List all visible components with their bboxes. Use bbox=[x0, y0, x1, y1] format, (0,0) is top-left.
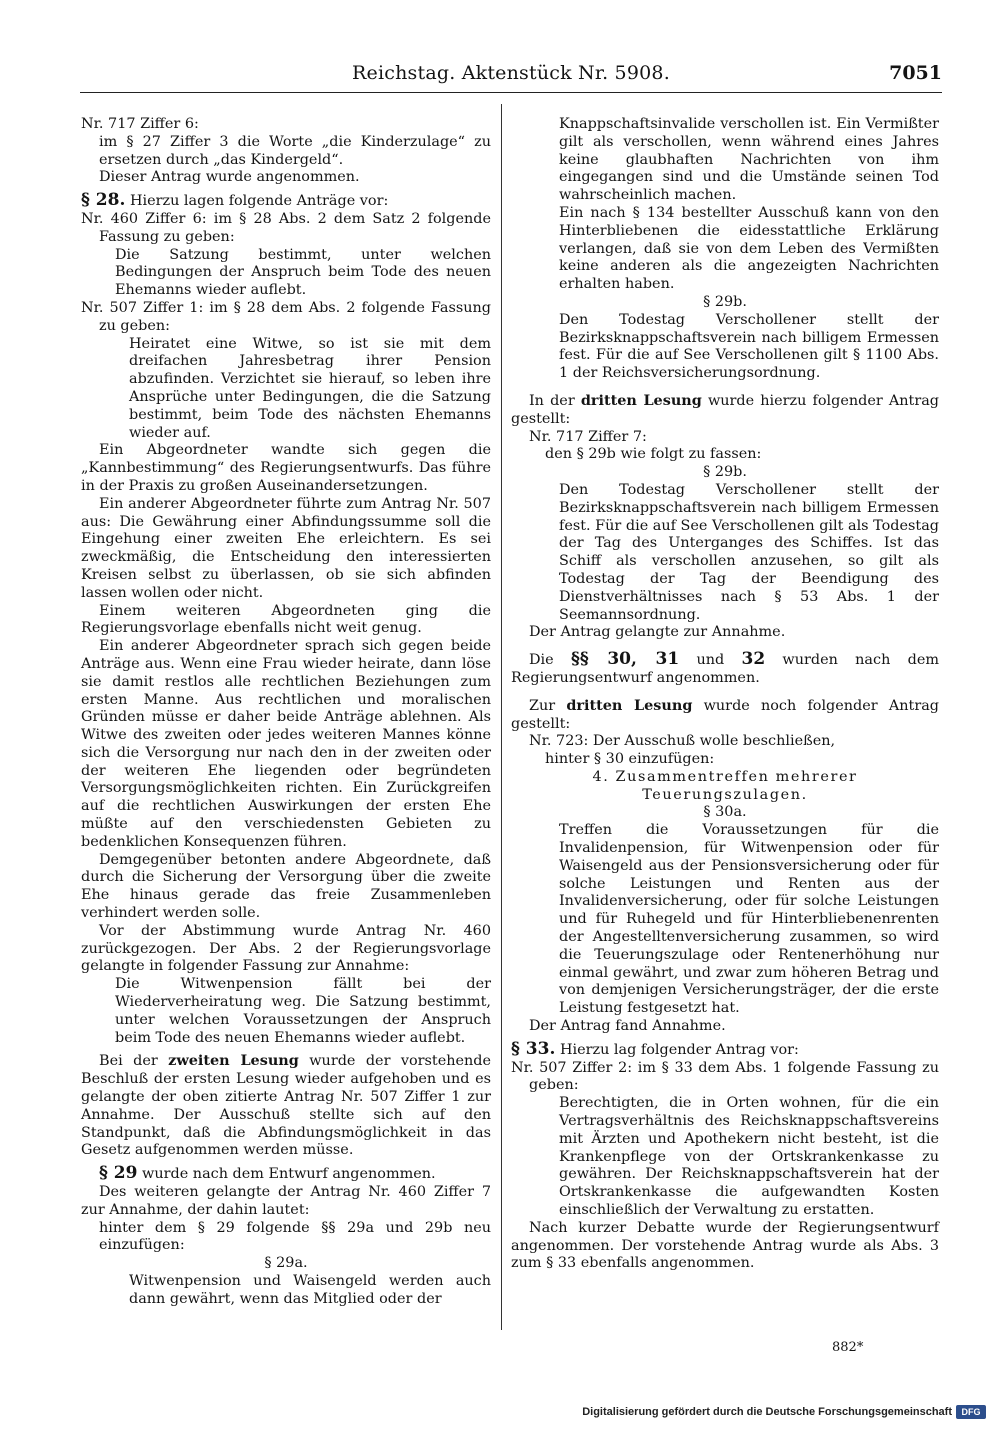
quoted-text: Heiratet eine Witwe, so ist sie mit dem dreifachen Jahresbetrag ihrer Pension abzufinden. Verzichtet sie hierauf, so leben ihre Ansprüche unter Bedingungen, die die Satzung bestimmt, beim Tode des nächsten Ehemanns wieder auf. bbox=[129, 335, 491, 441]
body-paragraph: Des weiteren gelangte der Antrag Nr. 460 Ziffer 7 zur Annahme, der dahin lautet: bbox=[81, 1184, 491, 1218]
body-paragraph: Demgegenüber betonten andere Abgeordnete, daß durch die Sicherung der Versorgung über die zweite Ehe hinaus gerade das freie Zusammenleben verhindert werden solle. bbox=[81, 851, 491, 922]
emphasis-reading: dritten Lesung bbox=[580, 391, 702, 409]
motion-result: Dieser Antrag wurde angenommen. bbox=[99, 169, 360, 186]
quoted-text: Den Todestag Verschollener stellt der Bezirksknappschaftsverein nach billigem Ermessen fest. Für die auf See Verschollenen gilt als Todestag der Tag des Unterganges des Schiffes. Ist das Schiff als verschollen anzusehen, so gilt als Todestag der Tag der Beendigung des Dienstverhältnisses nach § 53 Abs. 1 der Seemannsordnung. bbox=[559, 481, 939, 623]
motion-ref: Nr. 507 Ziffer 2: im § 33 dem Abs. 1 folgende Fassung zu geben: bbox=[511, 1059, 939, 1094]
subsection-heading: 4. Zusammentreffen mehrerer Teuerungszulagen. bbox=[592, 768, 858, 803]
paragraph-heading: § 29a. bbox=[264, 1255, 308, 1272]
emphasis-reading: dritten Lesung bbox=[566, 696, 693, 714]
motion-text: den § 29b wie folgt zu fassen: bbox=[545, 446, 762, 463]
section-number: § 33. bbox=[511, 1038, 556, 1059]
body-paragraph: Ein anderer Abgeordneter sprach sich gegen beide Anträge aus. Wenn eine Frau wieder heirate, dann löse sie damit restlos alle rechtlichen Beziehungen zum ersten Manne. Aus rechtlichen und moralischen Gründen müsse er daher beide Anträge ablehnen. Als Witwe des zweiten oder jedes weiteren Mannes könne sich die Versorgung nur nach den in der zweiten oder der weiteren Ehe liegenden oder begründeten Versorgungsmöglichkeiten richten. Ein Zurückgreifen auf die rechtlichen Auswirkungen der ersten Ehe müßte auf den verschiedensten Gebieten zu bedenklichen Konsequenzen führen. bbox=[81, 638, 491, 850]
paragraph-heading: § 29b. bbox=[703, 293, 747, 310]
section-number: § 28. bbox=[81, 190, 126, 211]
motion-ref: Nr. 717 Ziffer 7: bbox=[529, 428, 647, 445]
right-column bbox=[511, 116, 939, 1273]
quoted-text: Berechtigten, die in Orten wohnen, für die ein Vertragsverhältnis des Reichsknappschaftsvereins mit Ärzten und Apothekern nicht besteht, ist die Krankenpflege von der Ortskrankenkasse zu gewähren. Der Reichsknappschaftsverein hat der Ortskrankenkasse die aufgewandten Kosten einschließlich der Verwaltung zu erstatten. bbox=[559, 1095, 939, 1219]
text-run: wurde hierzu folgender Antrag gestellt: bbox=[511, 392, 939, 427]
section-paragraph bbox=[511, 1038, 939, 1060]
text-run: Zur bbox=[529, 697, 567, 714]
running-title: Reichstag. Aktenstück Nr. 5908. bbox=[352, 62, 670, 84]
body-paragraph bbox=[511, 651, 939, 688]
body-paragraph bbox=[511, 392, 939, 429]
body-paragraph: Ein Abgeordneter wandte sich gegen die „Kannbestimmung“ des Regierungsentwurfs. Das führe in der Praxis zu großen Auseinandersetzungen. bbox=[81, 442, 491, 494]
digitization-footer bbox=[582, 1404, 986, 1420]
dfg-logo-icon: DFG bbox=[956, 1405, 986, 1419]
section-number: § 29 bbox=[99, 1163, 138, 1184]
text-run: wurden nach dem Regierungsentwurf angenommen. bbox=[511, 652, 939, 686]
quoted-text: Die Witwenpension fällt bei der Wiederverheiratung weg. Die Satzung bestimmt, unter welchen Voraussetzungen der Anspruch beim Tode des neuen Ehemanns wieder auflebt. bbox=[115, 976, 491, 1046]
column-divider bbox=[501, 104, 502, 1330]
section-intro: Hierzu lag folgender Antrag vor: bbox=[555, 1041, 799, 1058]
motion-text: hinter § 30 einzufügen: bbox=[545, 751, 715, 768]
quoted-text: Knappschaftsinvalide verschollen ist. Ein Vermißter gilt als verschollen, wenn während eines Jahres keine glaubhaften Nachrichten von ihm eingegangen sind und die Umstände seinen Tod wahrscheinlich machen. bbox=[559, 116, 939, 204]
quoted-text: Witwenpension und Waisengeld werden auch dann gewährt, wenn das Mitglied oder der bbox=[129, 1273, 491, 1307]
page-number: 7051 bbox=[889, 62, 942, 84]
motion-ref: Nr. 507 Ziffer 1: im § 28 dem Abs. 2 folgende Fassung zu geben: bbox=[81, 299, 491, 334]
section-paragraph bbox=[81, 1165, 491, 1184]
text-run: wurde der vorstehende Beschluß der ersten Lesung wieder aufgehoben und es gelangte der oben zitierte Antrag Nr. 507 Ziffer 1 zur Annahme. Der Ausschuß stellte sich auf den Standpunkt, daß die Abfindungsmöglichkeit in das Gesetz aufgenommen werden müsse. bbox=[81, 1053, 491, 1159]
printer-signature: 882* bbox=[832, 1340, 864, 1355]
quoted-text: Treffen die Voraussetzungen für die Invalidenpension, für Witwenpension oder für Waisengeld aus der Pensionsversicherung oder für solche Leistungen und Renten aus der Invalidenversicherung, oder für solche Leistungen und für Ruhegeld und für Hinterbliebenenrenten der Angestelltenversicherung zusammen, so wird die Teuerungszulage oder Rentenerhöhung nur einmal gewährt, und zwar zum höheren Betrag und von demjenigen Versicherungsträger, der die erste Leistung festgesetzt hat. bbox=[559, 822, 939, 1017]
page-header bbox=[80, 62, 942, 90]
quoted-text: Die Satzung bestimmt, unter welchen Bedingungen der Anspruch beim Tode des neuen Ehemanns wieder auflebt. bbox=[115, 246, 491, 299]
paragraph-heading: § 30a. bbox=[703, 804, 747, 821]
text-run: In der bbox=[529, 392, 581, 409]
body-paragraph: Vor der Abstimmung wurde Antrag Nr. 460 zurückgezogen. Der Abs. 2 der Regierungsvorlage gelangte in folgender Fassung zur Annahme: bbox=[81, 922, 491, 975]
header-rule bbox=[80, 92, 942, 93]
footer-text: Digitalisierung gefördert durch die Deutsche Forschungsgemeinschaft bbox=[582, 1406, 952, 1418]
paragraph-heading: § 29b. bbox=[703, 464, 747, 481]
section-number: §§ 30, 31 bbox=[570, 649, 680, 670]
text-run: und bbox=[679, 652, 742, 669]
body-paragraph: Ein anderer Abgeordneter führte zum Antrag Nr. 507 aus: Die Gewährung einer Abfindungssumme soll die Eingehung einer zweiten Ehe erleichtern. Es sei zweckmäßig, die Entscheidung den interessierten Kreisen selbst zu überlassen, ob sie sich abfinden lassen wollen oder nicht. bbox=[81, 495, 491, 601]
section-number: 32 bbox=[741, 649, 766, 670]
quoted-text: Ein nach § 134 bestellter Ausschuß kann von den Hinterbliebenen die eidesstattliche Erklärung verlangen, daß sie von dem Leben des Vermißten keine anderen als die angezeigten Nachrichten erhalten haben. bbox=[559, 204, 939, 293]
body-paragraph bbox=[511, 697, 939, 734]
text-run: Bei der bbox=[99, 1053, 169, 1070]
section-intro: wurde nach dem Entwurf angenommen. bbox=[137, 1166, 436, 1183]
motion-text: hinter dem § 29 folgende §§ 29a und 29b neu einzufügen: bbox=[99, 1219, 491, 1254]
motion-ref: Nr. 460 Ziffer 6: im § 28 Abs. 2 dem Satz 2 folgende Fassung zu geben: bbox=[81, 210, 491, 245]
motion-result: Der Antrag gelangte zur Annahme. bbox=[529, 624, 786, 641]
text-run: Die bbox=[529, 652, 571, 669]
body-paragraph bbox=[81, 1052, 491, 1160]
left-column bbox=[81, 116, 491, 1309]
body-paragraph: Einem weiteren Abgeordneten ging die Regierungsvorlage ebenfalls nicht weit genug. bbox=[81, 602, 491, 637]
motion-ref: Nr. 717 Ziffer 6: bbox=[81, 116, 199, 132]
section-paragraph bbox=[81, 192, 491, 211]
emphasis-reading: zweiten Lesung bbox=[168, 1052, 299, 1070]
section-intro: Hierzu lagen folgende Anträge vor: bbox=[125, 193, 389, 210]
quoted-text: Den Todestag Verschollener stellt der Bezirksknappschaftsverein nach billigem Ermessen fest. Für die auf See Verschollenen gilt § 1100 Abs. 1 der Reichsversicherungsordnung. bbox=[559, 311, 939, 382]
motion-ref: Nr. 723: Der Ausschuß wolle beschließen, bbox=[529, 733, 836, 750]
motion-result: Der Antrag fand Annahme. bbox=[529, 1018, 726, 1035]
motion-text: im § 27 Ziffer 3 die Worte „die Kinderzulage“ zu ersetzen durch „das Kindergeld“. bbox=[99, 133, 491, 168]
body-paragraph: Nach kurzer Debatte wurde der Regierungsentwurf angenommen. Der vorstehende Antrag wurde als Abs. 3 zum § 33 ebenfalls angenommen. bbox=[511, 1219, 939, 1272]
text-run: wurde noch folgender Antrag gestellt: bbox=[511, 697, 939, 732]
